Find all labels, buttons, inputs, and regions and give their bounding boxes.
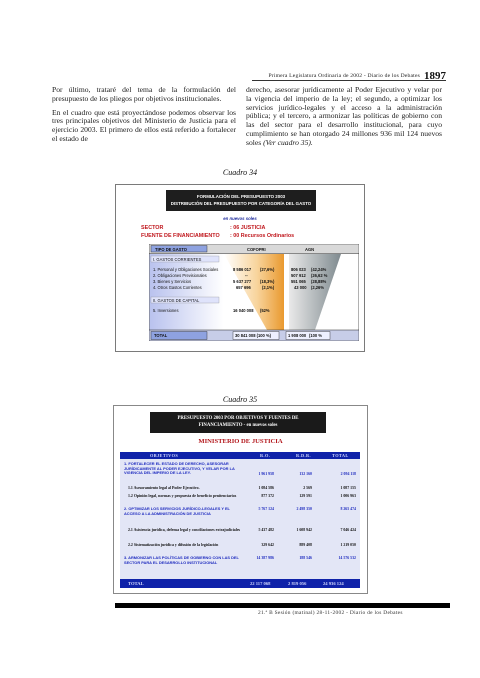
row-label: 1. Personal y Obligaciones Sociales — [153, 267, 219, 272]
table-row-label: 2.1 Asistencia jurídica, defensa legal y conciliaciones extrajudiciales — [128, 528, 241, 532]
total-label: TOTAL — [128, 581, 144, 586]
objetivos-table — [120, 452, 360, 588]
banner-line: DISTRIBUCIÓN DEL PRESUPUESTO POR CATEGORÍA DEL GASTO — [170, 201, 312, 206]
table-row-label: 2. OPTIMIZAR LOS SERVICIOS JURÍDICO-LEGALES Y EL ACCESO A LA ADMINISTRACIÓN DE JUSTICIA — [124, 506, 230, 516]
row-cofopri-pct: (52% — [260, 308, 270, 313]
fuente-value: : 00 Recursos Ordinarios — [230, 233, 295, 239]
sector-label: SECTOR — [141, 225, 164, 231]
row-cofopri-pct: (2,1%) — [262, 285, 275, 290]
table-cell-ro: 14 387 986 — [256, 556, 274, 560]
row-agn-pct: (42,24% — [311, 267, 327, 272]
table-cell-rdr: 129 591 — [299, 494, 312, 498]
banner-line: FINANCIAMIENTO - en nuevos soles — [198, 423, 278, 428]
total-agn: 1 908 000 — [288, 333, 307, 338]
fuente-label: FUENTE DE FINANCIAMIENTO — [141, 233, 220, 239]
footer-bar — [115, 603, 450, 608]
table-cell-total: 7 046 424 — [340, 528, 356, 532]
table-cell-total: 2 094 118 — [340, 472, 356, 476]
paragraph: Por último, trataré del tema de la formulación del presupuesto de los pliegos por objetivos institucionales. — [52, 85, 236, 103]
table-cell-rdr: 2 498 350 — [296, 507, 312, 511]
table-row-label: 1.1 Asesoramiento legal al Poder Ejecutivo. — [128, 486, 200, 490]
gasto-table — [149, 244, 359, 341]
banner-line: PRESUPUESTO 2003 POR OBJETIVOS Y FUENTES DE — [177, 416, 299, 421]
table-cell-total: 1 006 963 — [340, 494, 356, 498]
total-total: 24 936 124 — [323, 581, 344, 586]
figure-caption: Cuadro 34 — [222, 168, 258, 177]
paragraph-text: derecho, asesorar jurídicamente al Poder Ejecutivo y velar por la vigencia del imperio de la ley; el segundo, a optimizar los servicios jurídico-legales y el acceso a la administración pública; y el tercero, a armonizar las políticas de gobierno con las del sector para el desarrollo institucional, para cuyo cumplimiento se han otorgado 24 millones 936 mil 124 nuevos soles — [246, 85, 442, 147]
row-cofopri-pct: (18,3%) — [260, 279, 275, 284]
table-cell-rdr: 1 608 942 — [296, 528, 312, 532]
total-agn-pct: (100 % — [309, 333, 322, 338]
paragraph — [246, 86, 442, 148]
col-agn: AGN — [305, 246, 315, 252]
table-row-label: 1. FORTALECER EL ESTADO DE DERECHO, ASESORAR JURÍDICAMENTE AL PODER EJECUTIVO, Y VELAR POR LA VIGENCIA DEL IMPERIO DE LA LEY. — [124, 461, 235, 476]
cuadro-34-figure — [115, 184, 365, 352]
banner-line: FORMULACIÓN DEL PRESUPUESTO 2003 — [196, 194, 286, 199]
total-ro: 22 117 068 — [250, 581, 271, 586]
row-cofopri: -- — [245, 273, 248, 278]
col-ro: R.O. — [260, 453, 271, 458]
row-agn: 43 000 — [294, 285, 307, 290]
row-cofopri-pct: (27,6%) — [260, 267, 275, 272]
col-objetivos: OBJETIVOS — [150, 453, 179, 458]
row-label: 3. Bienes y Servicios — [153, 279, 191, 284]
row-agn: 806 023 — [291, 267, 306, 272]
row-agn-pct: (26,62 % — [311, 273, 328, 278]
unit-label: en nuevos soles — [223, 216, 257, 221]
table-cell-total: 14 576 532 — [338, 556, 356, 560]
row-cofopri: 5 637 277 — [233, 279, 252, 284]
running-header-title: Primera Legislatura Ordinaria de 2002 - Diario de los Debates — [268, 73, 420, 79]
col-total: TOTAL — [332, 453, 349, 458]
table-cell-ro: 1 961 958 — [258, 472, 274, 476]
table-cell-ro: 5 437 482 — [258, 528, 274, 532]
table-row-label: 2.2 Sistematización jurídica y difusión de la legislación — [128, 543, 219, 547]
table-cell-rdr: 188 546 — [299, 556, 312, 560]
col-cofopri: COFOPRI — [247, 246, 266, 252]
header-rule — [252, 80, 446, 81]
body-column-right — [246, 86, 442, 153]
body-column-left — [52, 86, 236, 149]
sector-value: : 06 JUSTICIA — [230, 225, 266, 231]
row-label: 5. Inversiones — [153, 308, 179, 313]
col-rdr: R.D.R. — [296, 453, 311, 458]
row-cofopri: 16 040 008 — [233, 308, 254, 313]
table-cell-ro: 1 084 586 — [258, 486, 274, 490]
figure-banner — [150, 412, 326, 433]
figure-banner — [166, 190, 316, 211]
paragraph: En el cuadro que está proyectándose podemos observar los tres principales objetivos del Ministerio de Justicia para el ejercicio 2003. El primero de ellos está referido a fortalecer el estado de — [52, 107, 236, 143]
table-cell-ro: 329 642 — [261, 543, 274, 547]
table-cell-total: 8 265 474 — [340, 507, 356, 511]
table-cell-total: 1 087 155 — [340, 486, 356, 490]
table-cell-ro: 877 372 — [261, 494, 274, 498]
row-agn: 507 912 — [291, 273, 306, 278]
col-tipo-gasto: TIPO DE GASTO — [155, 246, 187, 252]
row-cofopri: 657 696 — [236, 285, 251, 290]
total-label: TOTAL — [154, 333, 168, 338]
row-label: 2. Obligaciones Previsionales — [153, 273, 207, 278]
table-cell-rdr: 2 569 — [303, 486, 312, 490]
row-agn: 551 065 — [291, 279, 306, 284]
page-number: 1897 — [424, 70, 446, 82]
table-row-label: 1.2 Opinión legal, normas y propuesta de beneficio penitenciarios — [128, 494, 237, 498]
group-label: I. GASTOS CORRIENTES — [153, 257, 202, 262]
table-cell-total: 1 219 050 — [340, 543, 356, 547]
table-cell-ro: 5 767 124 — [258, 507, 274, 511]
row-agn-pct: (28,88% — [311, 279, 327, 284]
total-cofopri: 30 841 008 (100 %) — [235, 333, 271, 338]
row-cofopri: 8 586 017 — [233, 267, 252, 272]
total-rdr: 2 819 056 — [288, 581, 307, 586]
table-cell-rdr: 889 408 — [299, 543, 312, 547]
row-label: 4. Otros Gastos Corrientes — [153, 285, 202, 290]
row-agn-pct: (2,26% — [311, 285, 324, 290]
table-row-label: 3. ARMONIZAR LAS POLÍTICAS DE GOBIERNO CON LAS DEL SECTOR PARA EL DESARROLLO INSTITUCIONAL — [124, 555, 239, 565]
figure-caption: Cuadro 35 — [222, 395, 258, 404]
cuadro-35-figure — [113, 405, 368, 594]
footer-text: 21.ª B Sesión (matinal) 28-11-2002 - Diario de los Debates — [258, 610, 403, 616]
group-label: II. GASTOS DE CAPITAL — [153, 298, 200, 303]
table-cell-rdr: 132 160 — [299, 472, 312, 476]
cuadro-reference: (Ver cuadro 35). — [263, 137, 313, 147]
ministry-title: MINISTERIO DE JUSTICIA — [198, 438, 283, 445]
